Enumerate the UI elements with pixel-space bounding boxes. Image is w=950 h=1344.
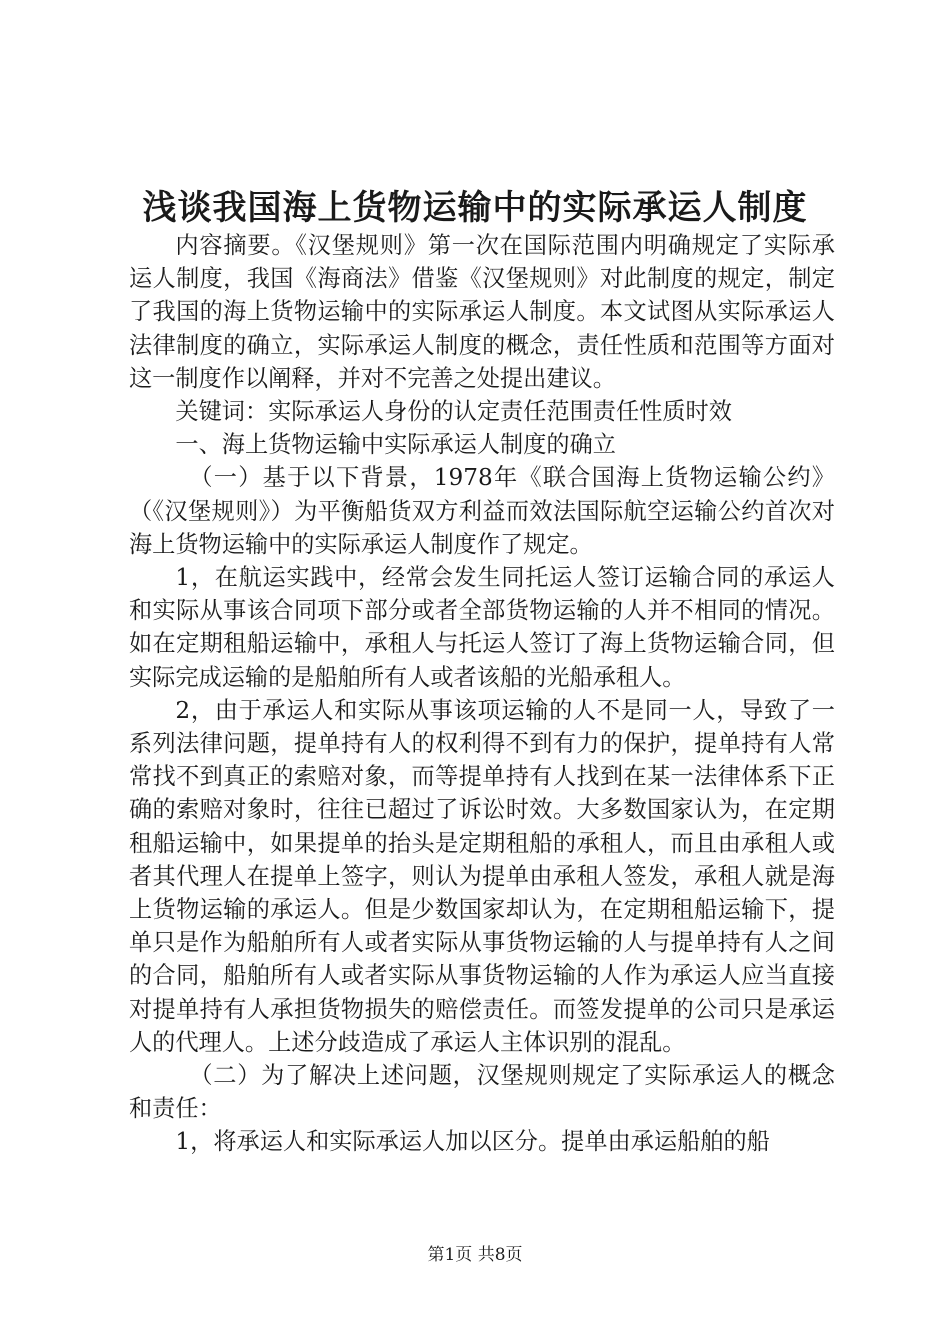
keywords-paragraph: 关键词：实际承运人身份的认定责任范围责任性质时效 (175, 398, 732, 426)
page-footer: 第1页 共8页 (427, 1245, 523, 1265)
point-paragraph-1: 1，在航运实践中，经常会发生同托运人签订运输合同的承运人和实际从事该合同项下部分或者全部货物运输的人并不相同的情况。如在定期租船运输中，承租人与托运人签订了海上货物运输合同，但实际完成运输的是船舶所有人或者该船的光船承租人。 (129, 564, 835, 691)
abstract-paragraph: 内容摘要。《汉堡规则》第一次在国际范围内明确规定了实际承运人制度，我国《海商法》借鉴《汉堡规则》对此制度的规定，制定了我国的海上货物运输中的实际承运人制度。本文试图从实际承运人法律制度的确立，实际承运人制度的概念，责任性质和范围等方面对这一制度作以阐释，并对不完善之处提出建议。 (129, 232, 835, 392)
subsection-paragraph-1: （一）基于以下背景，1978年《联合国海上货物运输公约》（《汉堡规则》）为平衡船货双方利益而效法国际航空运输公约首次对海上货物运输中的实际承运人制度作了规定。 (129, 464, 835, 558)
subsection-paragraph-2: （二）为了解决上述问题，汉堡规则规定了实际承运人的概念和责任： (129, 1062, 835, 1123)
document-title: 浅谈我国海上货物运输中的实际承运人制度 (142, 188, 808, 228)
point-paragraph-3: 1，将承运人和实际承运人加以区分。提单由承运船舶的船 (175, 1128, 770, 1156)
point-paragraph-2: 2，由于承运人和实际从事该项运输的人不是同一人，导致了一系列法律问题，提单持有人的权利得不到有力的保护，提单持有人常常找不到真正的索赔对象，而等提单持有人找到在某一法律体系下正确的索赔对象时，往往已超过了诉讼时效。大多数国家认为，在定期租船运输中，如果提单的抬头是定期租船的承租人，而且由承租人或者其代理人在提单上签字，则认为提单由承租人签发，承租人就是海上货物运输的承运人。但是少数国家却认为，在定期租船运输下，提单只是作为船舶所有人或者实际从事货物运输的人与提单持有人之间的合同，船舶所有人或者实际从事货物运输的人作为承运人应当直接对提单持有人承担货物损失的赔偿责任。而签发提单的公司只是承运人的代理人。上述分歧造成了承运人主体识别的混乱。 (129, 696, 835, 1056)
document-body (129, 229, 835, 1159)
section-heading-1: 一、海上货物运输中实际承运人制度的确立 (175, 431, 616, 459)
